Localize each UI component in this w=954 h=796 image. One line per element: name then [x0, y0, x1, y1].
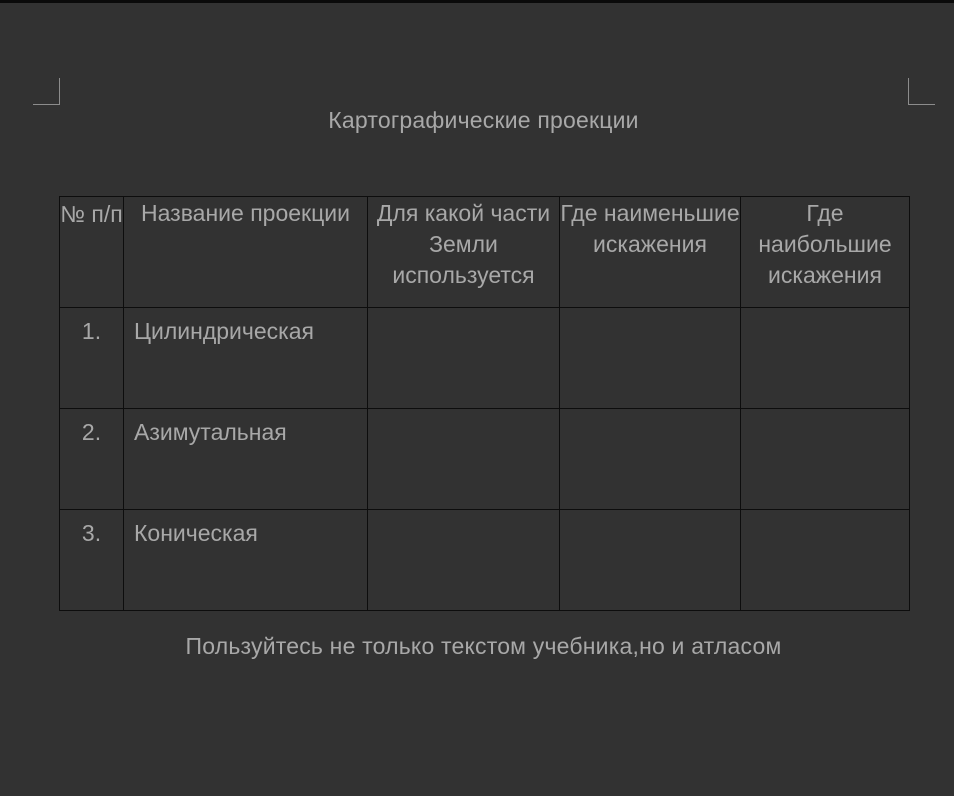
- header-projection-name: Название проекции: [124, 197, 368, 308]
- row-earth-area-cell[interactable]: [368, 510, 560, 611]
- table-row: [60, 308, 910, 409]
- row-max-distortion-cell[interactable]: [741, 510, 910, 611]
- top-edge-bar: [0, 0, 954, 3]
- table-header-row: [60, 197, 910, 308]
- row-max-distortion-cell[interactable]: [741, 308, 910, 409]
- page-corner-mark-right: [908, 78, 935, 105]
- row-number: 1.: [60, 308, 124, 409]
- row-projection-name: Цилиндрическая: [124, 308, 368, 409]
- projections-table: [59, 196, 910, 611]
- row-min-distortion-cell[interactable]: [560, 308, 741, 409]
- row-max-distortion-cell[interactable]: [741, 409, 910, 510]
- table-row: [60, 510, 910, 611]
- row-earth-area-cell[interactable]: [368, 308, 560, 409]
- row-min-distortion-cell[interactable]: [560, 510, 741, 611]
- header-number: № п/п: [60, 197, 124, 308]
- row-projection-name: Азимутальная: [124, 409, 368, 510]
- page-corner-mark-left: [33, 78, 60, 105]
- row-projection-name: Коническая: [124, 510, 368, 611]
- row-number: 2.: [60, 409, 124, 510]
- row-number: 3.: [60, 510, 124, 611]
- header-earth-area: Для какой части Земли используется: [368, 197, 560, 308]
- document-title: Картографические проекции: [328, 107, 639, 133]
- header-min-distortion: Где наименьшие искажения: [560, 197, 741, 308]
- footer-note: Пользуйтесь не только текстом учебника,но и атласом: [185, 633, 782, 659]
- table-row: [60, 409, 910, 510]
- row-earth-area-cell[interactable]: [368, 409, 560, 510]
- header-max-distortion: Где наибольшие искажения: [741, 197, 910, 308]
- row-min-distortion-cell[interactable]: [560, 409, 741, 510]
